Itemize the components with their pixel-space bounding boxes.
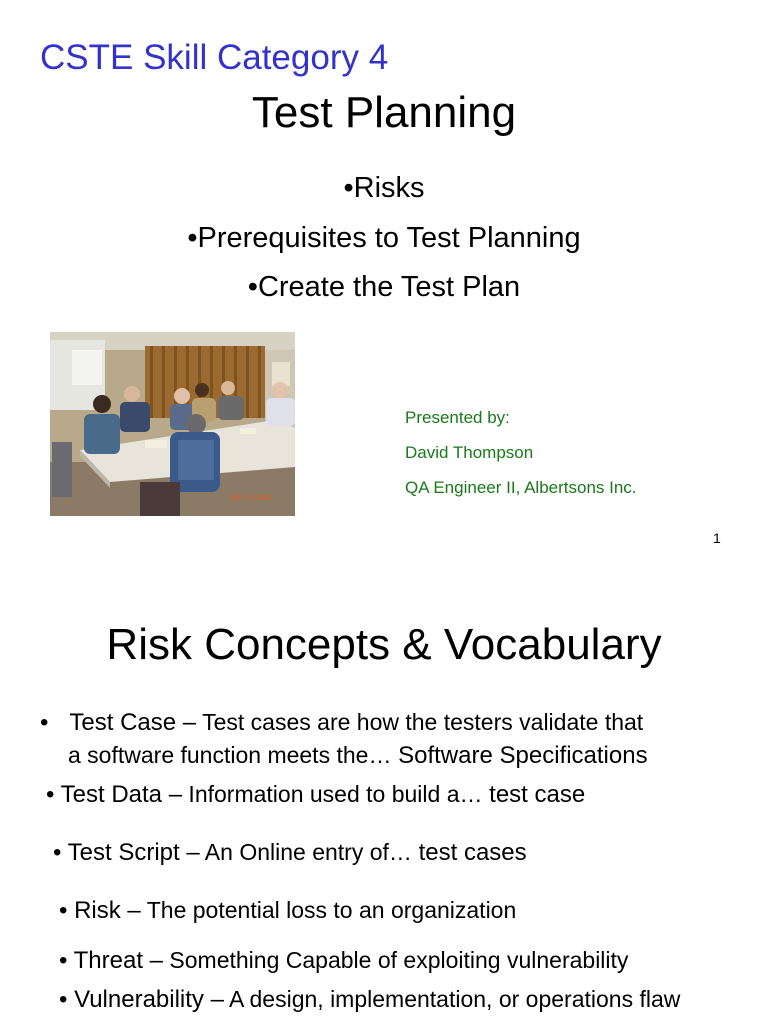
bullet-dot: •: [46, 781, 55, 808]
vocab-term: Test Case –: [69, 709, 197, 736]
vocab-definition: A design, implementation, or operations flaw: [223, 986, 681, 1012]
slide1-bullet-prerequisites: •Prerequisites to Test Planning: [187, 222, 581, 254]
bullet-dot: •: [53, 839, 62, 866]
vocab-item-test-case-line2: [68, 740, 648, 771]
bullet-dot: •: [59, 947, 68, 974]
meeting-photo: [50, 332, 295, 516]
page-number: 1: [713, 530, 721, 546]
bullet-dot: •: [40, 709, 49, 736]
bullet-dot: •: [59, 986, 68, 1013]
slide1-bullet-risks: •Risks: [343, 172, 425, 204]
slide1-bullet-create-plan: •Create the Test Plan: [247, 271, 521, 303]
vocab-definition: An Online entry of…: [199, 839, 412, 865]
vocab-term: Test Script –: [67, 839, 200, 866]
vocab-item-vulnerability: [59, 984, 680, 1015]
vocab-definition: a software function meets the…: [68, 742, 392, 768]
vocab-answer: test cases: [411, 839, 527, 866]
vocab-item-test-case: [40, 707, 643, 738]
vocab-item-test-data: [46, 779, 585, 810]
slide1-title: Test Planning: [251, 88, 517, 137]
bullet-dot: •: [59, 897, 68, 924]
slide1-category-heading: CSTE Skill Category 4: [40, 38, 389, 77]
vocab-definition: Information used to build a…: [182, 781, 483, 807]
vocab-item-threat: [59, 945, 628, 976]
slide2-title: Risk Concepts & Vocabulary: [106, 620, 662, 669]
vocab-definition: The potential loss to an organization: [140, 897, 517, 923]
vocab-term: Vulnerability –: [74, 986, 224, 1013]
presenter-role: QA Engineer II, Albertsons Inc.: [405, 478, 637, 497]
vocab-item-test-script: [53, 837, 527, 868]
vocab-answer: Software Specifications: [391, 742, 648, 769]
vocab-answer: test case: [482, 781, 586, 808]
vocab-definition: Something Capable of exploiting vulnerability: [163, 947, 629, 973]
vocab-term: Test Data –: [60, 781, 183, 808]
presenter-label: Presented by:: [405, 408, 510, 427]
vocab-term: Threat –: [73, 947, 164, 974]
vocab-term: Risk –: [74, 897, 141, 924]
presenter-name: David Thompson: [405, 443, 534, 462]
photo-date-stamp: NOV 15 2005: [230, 495, 273, 502]
vocab-item-risk: [59, 895, 516, 926]
vocab-definition: Test cases are how the testers validate that: [196, 709, 644, 735]
